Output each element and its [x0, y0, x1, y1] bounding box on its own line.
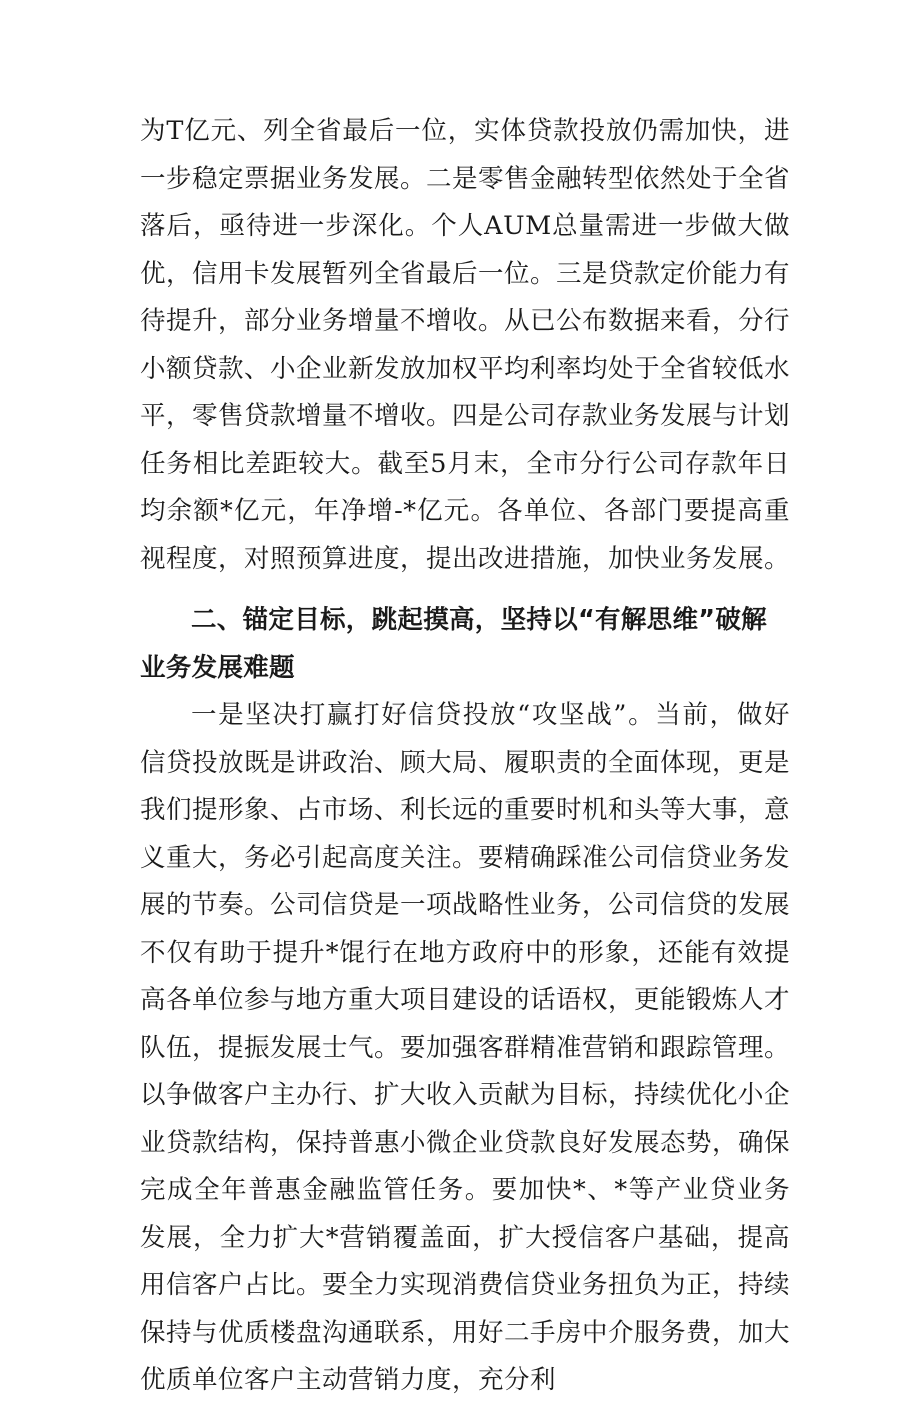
document-page	[140, 108, 790, 1405]
body-paragraph-1: 为T亿元、列全省最后一位，实体贷款投放仍需加快，进一步稳定票据业务发展。二是零售金融转型依然处于全省落后，亟待进一步深化。个人AUM总量需进一步做大做优，信用卡发展暂列全省最后一位。三是贷款定价能力有待提升，部分业务增量不增收。从已公布数据来看，分行小额贷款、小企业新发放加权平均利率均处于全省较低水平，零售贷款增量不增收。四是公司存款业务发展与计划任务相比差距较大。截至5月末，全市分行公司存款年日均余额*亿元，年净增-*亿元。各单位、各部门要提高重视程度，对照预算进度，提出改进措施，加快业务发展。	[140, 116, 791, 574]
section-heading-2: 二、锚定目标，跳起摸高，坚持以“有解思维”破解业务发展难题	[140, 605, 767, 683]
body-paragraph-2: 一是坚决打赢打好信贷投放“攻坚战”。当前，做好信贷投放既是讲政治、顾大局、履职责的全面体现，更是我们提形象、占市场、利长远的重要时机和头等大事，意义重大，务必引起高度关注。要精确踩准公司信贷业务发展的节奏。公司信贷是一项战略性业务，公司信贷的发展不仅有助于提升*馄行在地方政府中的形象，还能有效提高各单位参与地方重大项目建设的话语权，更能锻炼人才队伍，提振发展士气。要加强客群精准营销和跟踪管理。以争做客户主办行、扩大收入贡献为目标，持续优化小企业贷款结构，保持普惠小微企业贷款良好发展态势，确保完成全年普惠金融监管任务。要加快*、*等产业贷业务发展，全力扩大*营销覆盖面，扩大授信客户基础，提高用信客户占比。要全力实现消费信贷业务扭负为正，持续保持与优质楼盘沟通联系，用好二手房中介服务费，加大优质单位客户主动营销力度，充分利	[140, 700, 791, 1395]
